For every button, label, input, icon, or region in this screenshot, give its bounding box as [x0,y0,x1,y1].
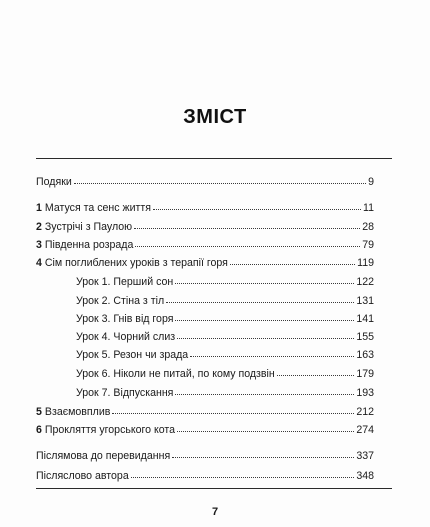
toc-entry-page: 193 [356,387,374,399]
toc-entry-title: Урок 1. Перший сон [76,276,174,288]
toc-dot-leader [153,209,361,210]
toc-entry-title: Південна розрада [44,239,134,251]
toc-entry-page: 79 [362,239,374,251]
toc-entry-page: 141 [356,313,374,325]
toc-entry [36,450,374,463]
toc-dot-leader [175,283,354,284]
toc-entry-number: 4 [36,257,42,269]
toc-entry-title: Урок 4. Чорний слиз [76,331,176,343]
toc-dot-leader [135,246,360,247]
toc-entry-title: Урок 3. Гнів від горя [76,313,174,325]
toc-entry-title: Післямова до перевидання [36,450,171,462]
toc-entry-title: Матуся та сенс життя [44,202,151,214]
toc-subentry [76,276,374,289]
toc-subentry [76,368,374,381]
toc-entry-title: Подяки [36,176,72,188]
toc-dot-leader [277,375,355,376]
top-rule [36,158,392,159]
toc-subentry [76,313,374,326]
page-number: 7 [211,506,219,518]
toc-entry-page: 155 [356,331,374,343]
toc-entry-title: Урок 7. Відпускання [76,387,174,399]
toc-dot-leader [177,431,354,432]
toc-entry [36,202,374,215]
toc-subentry [76,387,374,400]
page-title: ЗМІСТ [183,106,247,128]
toc-entry-page: 119 [357,257,374,269]
toc-entry-number: 2 [36,221,42,233]
toc-subentry [76,349,374,362]
toc-entry-title: Урок 6. Ніколи не питай, по кому подзвін [76,368,275,380]
toc-entry [36,257,374,270]
toc-dot-leader [175,320,354,321]
toc-entry-number: 5 [36,406,42,418]
toc-entry-page: 212 [356,406,374,418]
toc-dot-leader [190,356,354,357]
toc-entry-number: 3 [36,239,42,251]
toc-subentry [76,295,374,308]
toc-entry [36,406,374,419]
toc-dot-leader [177,338,354,339]
toc-entry [36,239,374,252]
toc-dot-leader [112,413,354,414]
toc-dot-leader [131,477,355,478]
toc-entry-title: Післяслово автора [36,470,129,482]
toc-entry-title: Взаємовплив [44,406,111,418]
toc-entry-page: 337 [356,450,374,462]
toc-dot-leader [172,457,354,458]
toc-entry-number: 6 [36,424,42,436]
toc-dot-leader [134,228,360,229]
toc-entry-page: 9 [368,176,374,188]
toc-entry-title: Урок 5. Резон чи зрада [76,349,189,361]
toc-dot-leader [166,302,354,303]
toc-entry-number: 1 [36,202,42,214]
toc-entry-page: 131 [356,295,374,307]
toc-entry-page: 11 [363,202,374,214]
toc-entry [36,470,374,483]
toc-entry-page: 163 [356,349,374,361]
toc-entry-title: Сім поглиблених уроків з терапії горя [44,257,228,269]
toc-entry-page: 179 [356,368,374,380]
toc-entry-page: 274 [356,424,374,436]
toc-entry-page: 28 [362,221,374,233]
toc-dot-leader [175,394,354,395]
toc-entry-title: Урок 2. Стіна з тіл [76,295,165,307]
toc-entry [36,424,374,437]
toc-entry [36,221,374,234]
bottom-rule [36,488,392,489]
toc-entry-title: Зустрічі з Паулою [44,221,133,233]
toc-dot-leader [230,264,355,265]
toc-entry-page: 348 [356,470,374,482]
toc-subentry [76,331,374,344]
toc-dot-leader [74,183,366,184]
toc-entry-title: Прокляття угорського кота [44,424,176,436]
toc-entry [36,176,374,189]
toc-entry-page: 122 [356,276,374,288]
